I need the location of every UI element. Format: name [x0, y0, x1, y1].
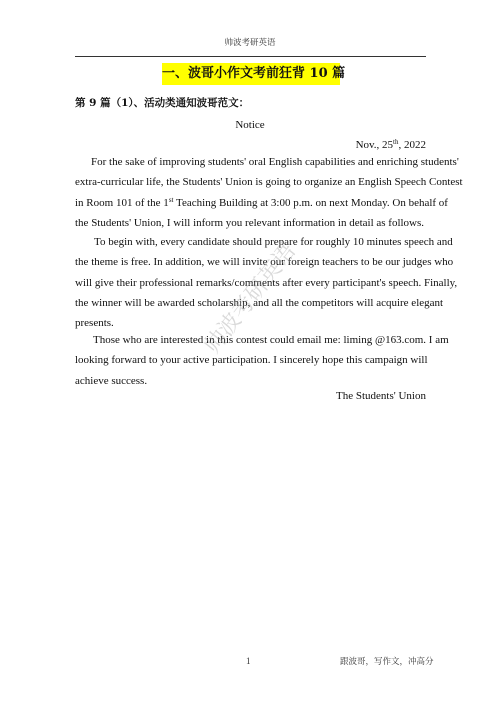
line-segment: Teaching Building at 3:00 p.m. on next Monday. On behalf of [173, 196, 448, 209]
date-superscript: th [393, 138, 399, 146]
section-heading: 第 9 篇（1）、活动类通知波哥范文： [75, 97, 250, 109]
paragraph-line: the Students' Union, I will inform you relevant information in detail as follows. [75, 216, 425, 229]
notice-date [356, 138, 426, 151]
page-number: 1 [246, 656, 251, 666]
paragraph-1 [75, 152, 463, 233]
paragraph-line [75, 193, 448, 213]
date-suffix: , 2022 [398, 139, 426, 151]
header-divider [75, 56, 426, 57]
signature: The Students' Union [336, 390, 426, 402]
paragraph-line: extra-curricular life, the Students' Union is going to organize an English Speech Contest [75, 176, 463, 189]
date-prefix: Nov., 25 [355, 139, 394, 151]
footer-slogan: 跟波哥，写作文，冲高分 [340, 657, 434, 667]
ordinal-superscript: st [168, 195, 174, 204]
paragraph-line: To begin with, every candidate should prepare for roughly 10 minutes speech and [94, 236, 453, 248]
highlighted-title: 一、波哥小作文考前狂背 10 篇 [162, 63, 340, 85]
notice-title: Notice [235, 119, 265, 131]
paragraph-line: presents. [75, 317, 114, 330]
paragraph-line: the winner will be awarded scholarship, and all the competitors will acquire elegant [75, 296, 444, 309]
paragraph-line: achieve success. [75, 374, 148, 387]
line-segment: in Room 101 of the 1 [75, 196, 169, 209]
paragraph-line: looking forward to your active participation. I sincerely hope this campaign will [75, 354, 428, 367]
paragraph-2 [75, 232, 458, 333]
paragraph-line: Those who are interested in this contest could email me: liming @163.com. I am [93, 334, 449, 346]
watermark: 帅波考研英语 [199, 239, 301, 359]
paragraph-3 [75, 330, 449, 391]
paragraph-line: will give their professional remarks/comments after every participant's speech. Finally, [75, 276, 458, 289]
paragraph-line: For the sake of improving students' oral English capabilities and enriching students' [91, 156, 459, 168]
paragraph-line: the theme is free. In addition, we will invite our foreign teachers to be our judges who [75, 256, 454, 269]
page-header: 帅波考研英语 [224, 38, 276, 48]
